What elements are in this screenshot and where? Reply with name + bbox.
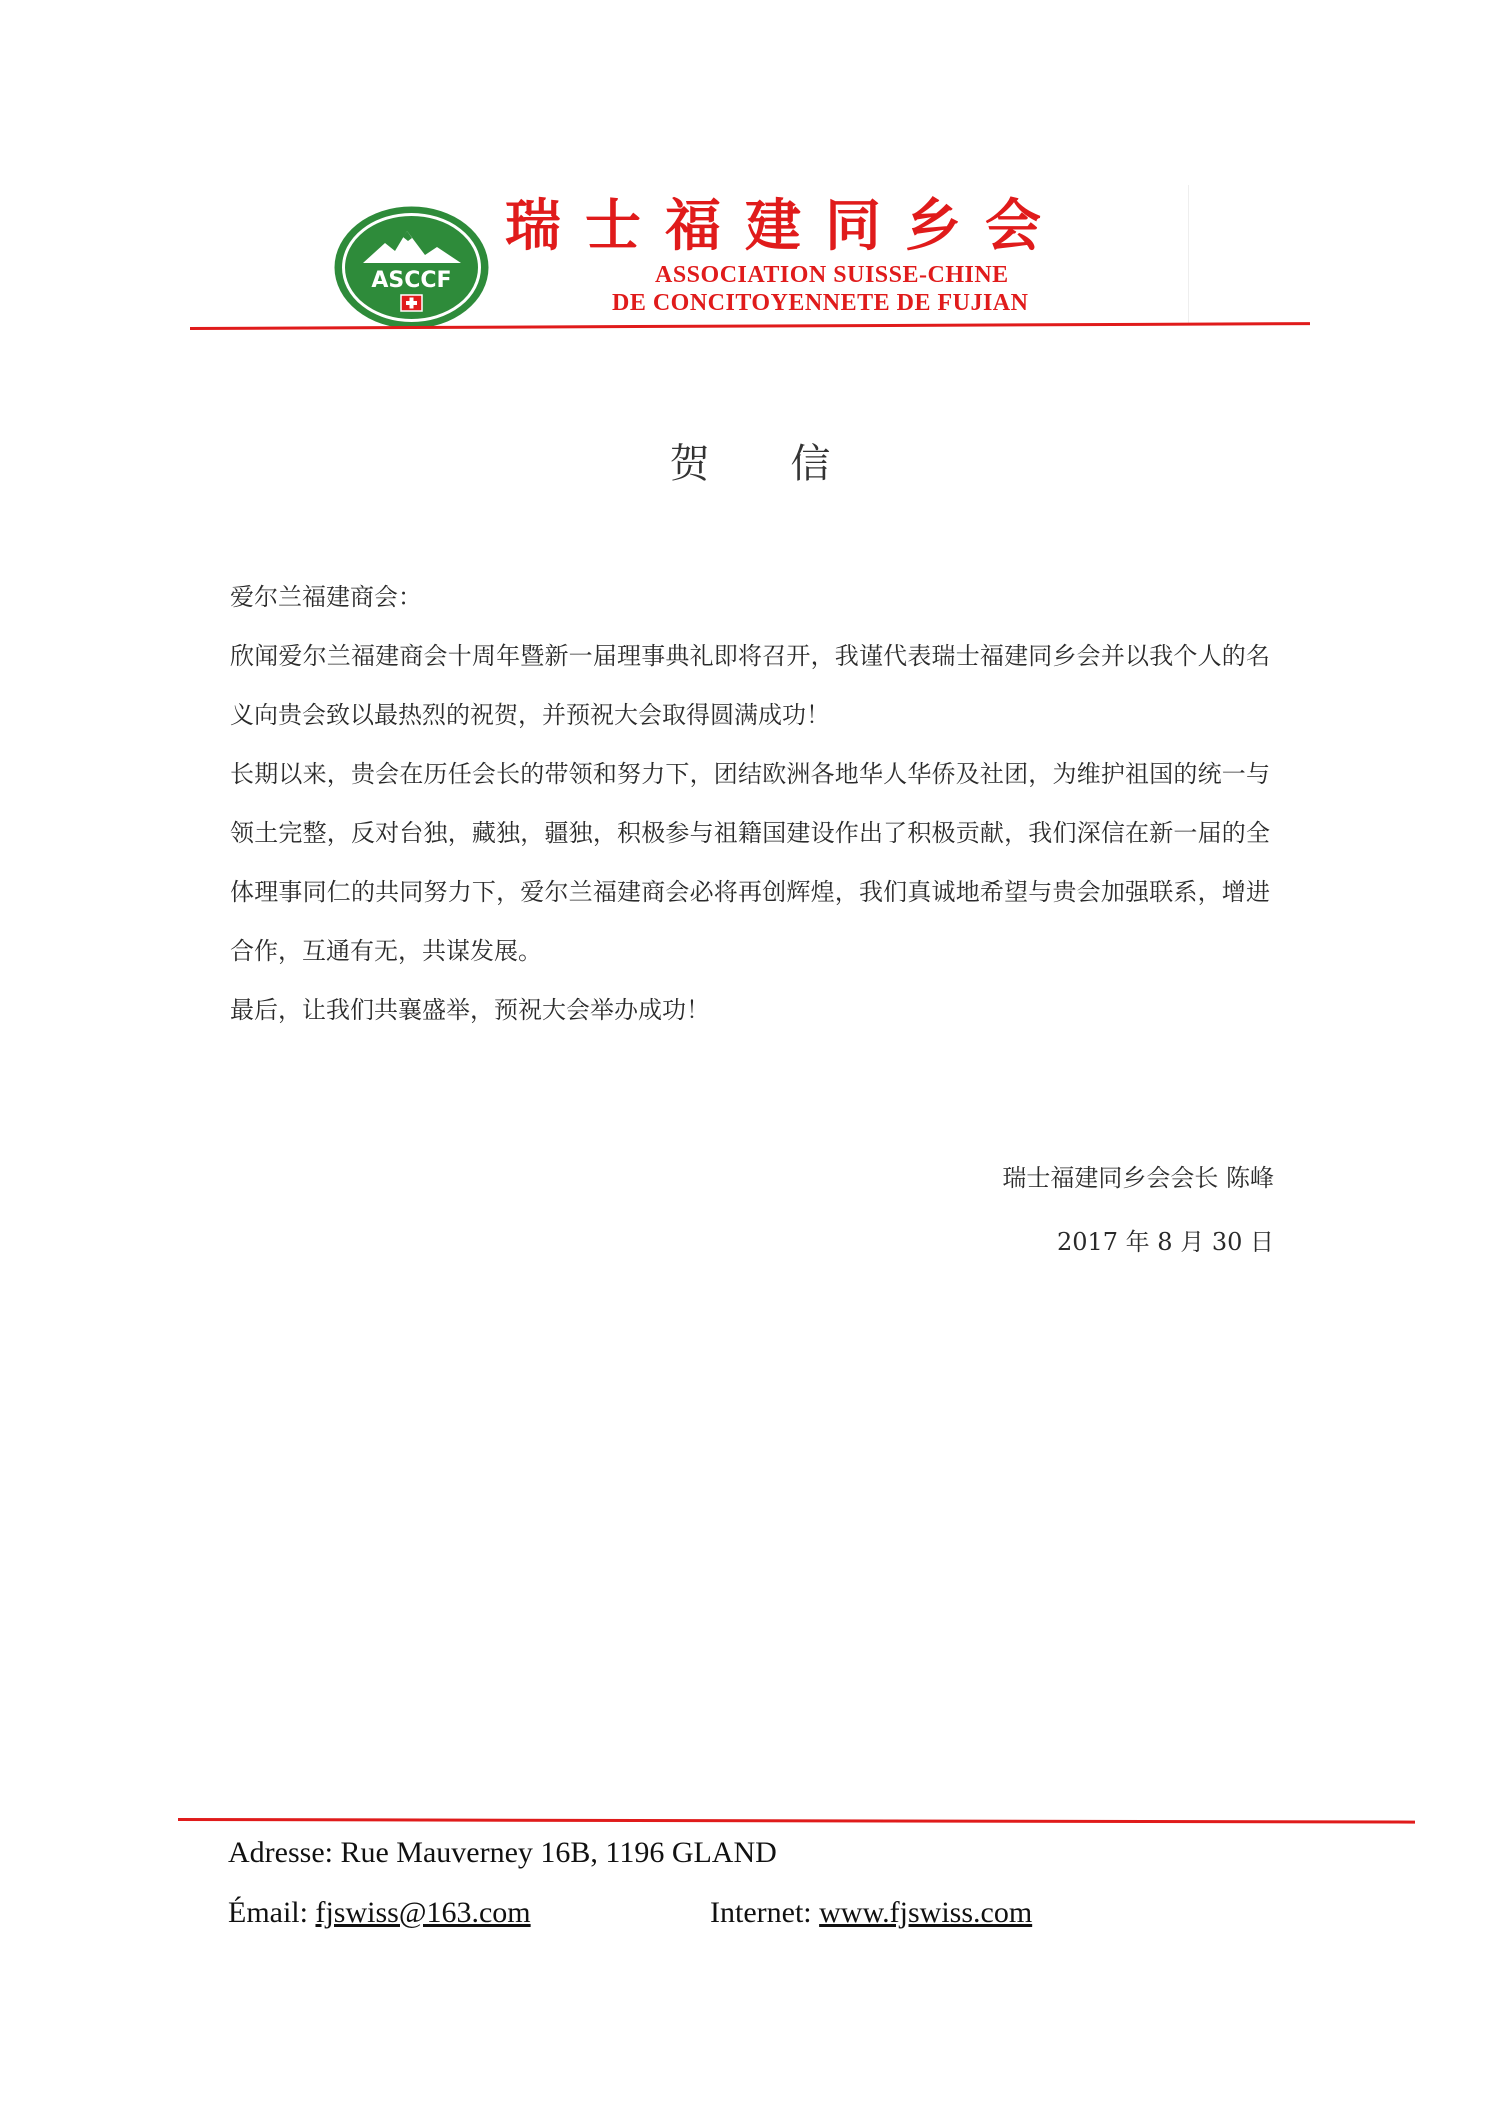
header-faint-divider (1188, 185, 1189, 325)
address-value: Rue Mauverney 16B, 1196 GLAND (340, 1836, 777, 1869)
association-name-fr-line2: DE CONCITOYENNETE DE FUJIAN (612, 290, 1029, 316)
address-label: Adresse: (228, 1836, 333, 1869)
association-name-fr-line1: ASSOCIATION SUISSE-CHINE (655, 262, 1009, 288)
footer-address (228, 1836, 777, 1870)
paragraph-3: 最后，让我们共襄盛举，预祝大会举办成功！ (230, 996, 710, 1024)
footer-email (228, 1896, 531, 1930)
logo-emblem-icon (333, 205, 490, 330)
paragraph-1: 欣闻爱尔兰福建商会十周年暨新一届理事典礼即将召开，我谨代表瑞士福建同乡会并以我个人的名义向贵会致以最热烈的祝贺，并预祝大会取得圆满成功！ (230, 642, 1270, 729)
letter-body (230, 568, 1270, 1040)
salutation: 爱尔兰福建商会： (230, 583, 422, 611)
asccf-logo (333, 205, 490, 330)
paragraph-2: 长期以来，贵会在历任会长的带领和努力下，团结欧洲各地华人华侨及社团，为维护祖国的统一与领土完整，反对台独，藏独，疆独，积极参与祖籍国建设作出了积极贡献，我们深信在新一届的全体理事同仁的共同努力下，爱尔兰福建商会必将再创辉煌，我们真诚地希望与贵会加强联系，增进合作，互通有无，共谋发展。 (230, 760, 1270, 965)
footer-internet (710, 1896, 1032, 1930)
email-label: Émail: (228, 1896, 308, 1929)
website-link[interactable]: www.fjswiss.com (819, 1896, 1033, 1929)
letter-title: 贺 信 (669, 441, 865, 487)
letter-date: 2017 年 8 月 30 日 (1056, 1228, 1274, 1256)
footer-divider (178, 1818, 1415, 1824)
email-link[interactable]: fjswiss@163.com (315, 1896, 531, 1929)
signature: 瑞士福建同乡会会长 陈峰 (1002, 1164, 1274, 1192)
internet-label: Internet: (710, 1896, 812, 1929)
association-name-cn: 瑞士福建同乡会 (505, 193, 1065, 259)
logo-text: ASCCF (371, 268, 452, 293)
